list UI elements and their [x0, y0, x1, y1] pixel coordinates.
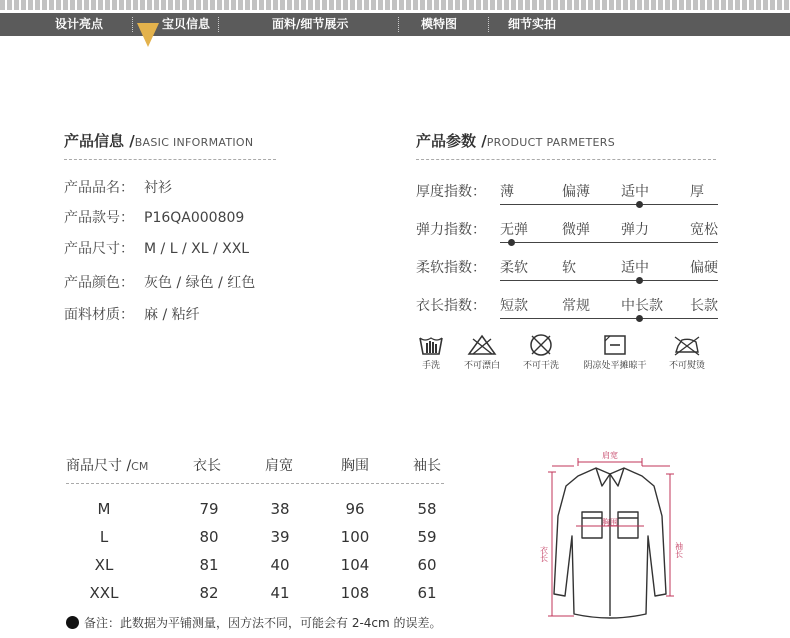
info-row-color: 产品颜色： 灰色 / 绿色 / 红色: [64, 275, 256, 291]
size-col-length: 衣长: [193, 458, 221, 474]
size-cell-value: 58: [417, 500, 437, 518]
param-option: 中长款: [621, 298, 663, 314]
top-nav-bar: [0, 13, 790, 36]
param-selected-marker: [636, 201, 643, 208]
size-cell-value: 81: [199, 556, 219, 574]
decorative-border: [0, 0, 790, 10]
param-option: 偏薄: [562, 184, 590, 200]
param-selected-marker: [636, 277, 643, 284]
param-label: 衣长指数：: [416, 298, 486, 314]
size-cell-value: 39: [270, 528, 290, 546]
measurement-note: 备注：此数据为平铺测量，因方法不同，可能会有 2-4cm 的误差。: [66, 614, 442, 631]
no-bleach-icon: [467, 333, 497, 357]
guide-line: [552, 466, 670, 616]
care-item-no-iron: 不可熨烫: [664, 333, 710, 371]
shoulder-label: 肩宽: [602, 451, 618, 460]
size-cell-value: 100: [340, 528, 370, 546]
param-option: 薄: [500, 184, 514, 200]
size-cell-value: 40: [270, 556, 290, 574]
param-option: 宽松: [690, 222, 718, 238]
flat-dry-shade-icon: [602, 333, 628, 357]
sleeve-measure-line: [666, 474, 674, 596]
shirt-measurement-diagram: [530, 446, 690, 636]
param-scale-line: [500, 318, 718, 319]
size-cell-value: 82: [199, 584, 219, 602]
nav-divider: [218, 17, 219, 32]
care-item-no-bleach: 不可漂白: [459, 333, 505, 371]
info-row-size: 产品尺寸： M / L / XL / XXL: [64, 241, 250, 257]
size-cell-value: 80: [199, 528, 219, 546]
param-option: 微弹: [562, 222, 590, 238]
bullet-icon: [66, 616, 79, 629]
param-option: 适中: [621, 260, 649, 276]
info-row-style-no: 产品款号： P16QA000809: [64, 210, 245, 226]
tab-fabric-details[interactable]: 面料/细节展示: [272, 17, 349, 31]
care-item-flat-dry: 阴凉处平摊晾干: [577, 333, 653, 371]
nav-divider: [132, 17, 133, 32]
product-info-title: 产品信息 /BASIC INFORMATION: [64, 132, 254, 150]
shirt-right-pocket: [618, 512, 638, 538]
size-cell-value: 79: [199, 500, 219, 518]
param-option: 常规: [562, 298, 590, 314]
no-iron-icon: [672, 333, 702, 357]
active-tab-marker: [137, 23, 159, 47]
param-label: 厚度指数：: [416, 184, 486, 200]
info-row-material: 面料材质： 麻 / 粘纤: [64, 307, 200, 323]
size-cell-value: 60: [417, 556, 437, 574]
param-scale-line: [500, 204, 718, 205]
length-label: 衣长: [539, 546, 549, 562]
size-cell-label: XL: [94, 556, 114, 574]
size-cell-label: M: [97, 500, 111, 518]
param-option: 长款: [690, 298, 718, 314]
nav-divider: [488, 17, 489, 32]
tab-design-highlights[interactable]: 设计亮点: [55, 17, 104, 31]
size-col-sleeve: 袖长: [413, 458, 441, 474]
size-table-title: 商品尺寸 /CM: [66, 458, 149, 474]
size-cell-label: L: [99, 528, 109, 546]
param-scale-line: [500, 280, 718, 281]
divider: [66, 483, 444, 484]
param-option: 短款: [500, 298, 528, 314]
info-row-name: 产品品名： 衬衫: [64, 180, 172, 196]
divider: [64, 159, 276, 160]
sleeve-label: 袖长: [674, 542, 684, 558]
param-selected-marker: [508, 239, 515, 246]
param-selected-marker: [636, 315, 643, 322]
param-option: 柔软: [500, 260, 528, 276]
size-col-shoulder: 肩宽: [265, 458, 293, 474]
param-scale-line: [500, 242, 718, 243]
param-label: 柔软指数：: [416, 260, 486, 276]
no-dry-clean-icon: [528, 333, 554, 357]
tab-product-info[interactable]: 宝贝信息: [162, 17, 211, 31]
product-params-title: 产品参数 /PRODUCT PARMETERS: [416, 132, 615, 150]
param-option: 无弹: [500, 222, 528, 238]
tab-detail-shots[interactable]: 细节实拍: [508, 17, 557, 31]
care-item-no-dry-clean: 不可干洗: [518, 333, 564, 371]
size-cell-value: 59: [417, 528, 437, 546]
size-cell-value: 96: [345, 500, 365, 518]
size-cell-value: 108: [340, 584, 370, 602]
divider: [416, 159, 716, 160]
param-option: 软: [562, 260, 576, 276]
size-cell-value: 61: [417, 584, 437, 602]
chest-label: 胸围: [602, 518, 618, 527]
param-option: 弹力: [621, 222, 649, 238]
tab-model-photos[interactable]: 模特图: [421, 17, 458, 31]
size-col-chest: 胸围: [341, 458, 369, 474]
care-item-hand-wash: 手洗: [414, 333, 448, 371]
shirt-left-pocket: [582, 512, 602, 538]
size-cell-value: 41: [270, 584, 290, 602]
nav-divider: [398, 17, 399, 32]
param-option: 偏硬: [690, 260, 718, 276]
param-label: 弹力指数：: [416, 222, 486, 238]
param-option: 厚: [690, 184, 704, 200]
param-option: 适中: [621, 184, 649, 200]
size-cell-value: 38: [270, 500, 290, 518]
size-cell-value: 104: [340, 556, 370, 574]
hand-wash-icon: [418, 333, 444, 357]
size-cell-label: XXL: [89, 584, 119, 602]
